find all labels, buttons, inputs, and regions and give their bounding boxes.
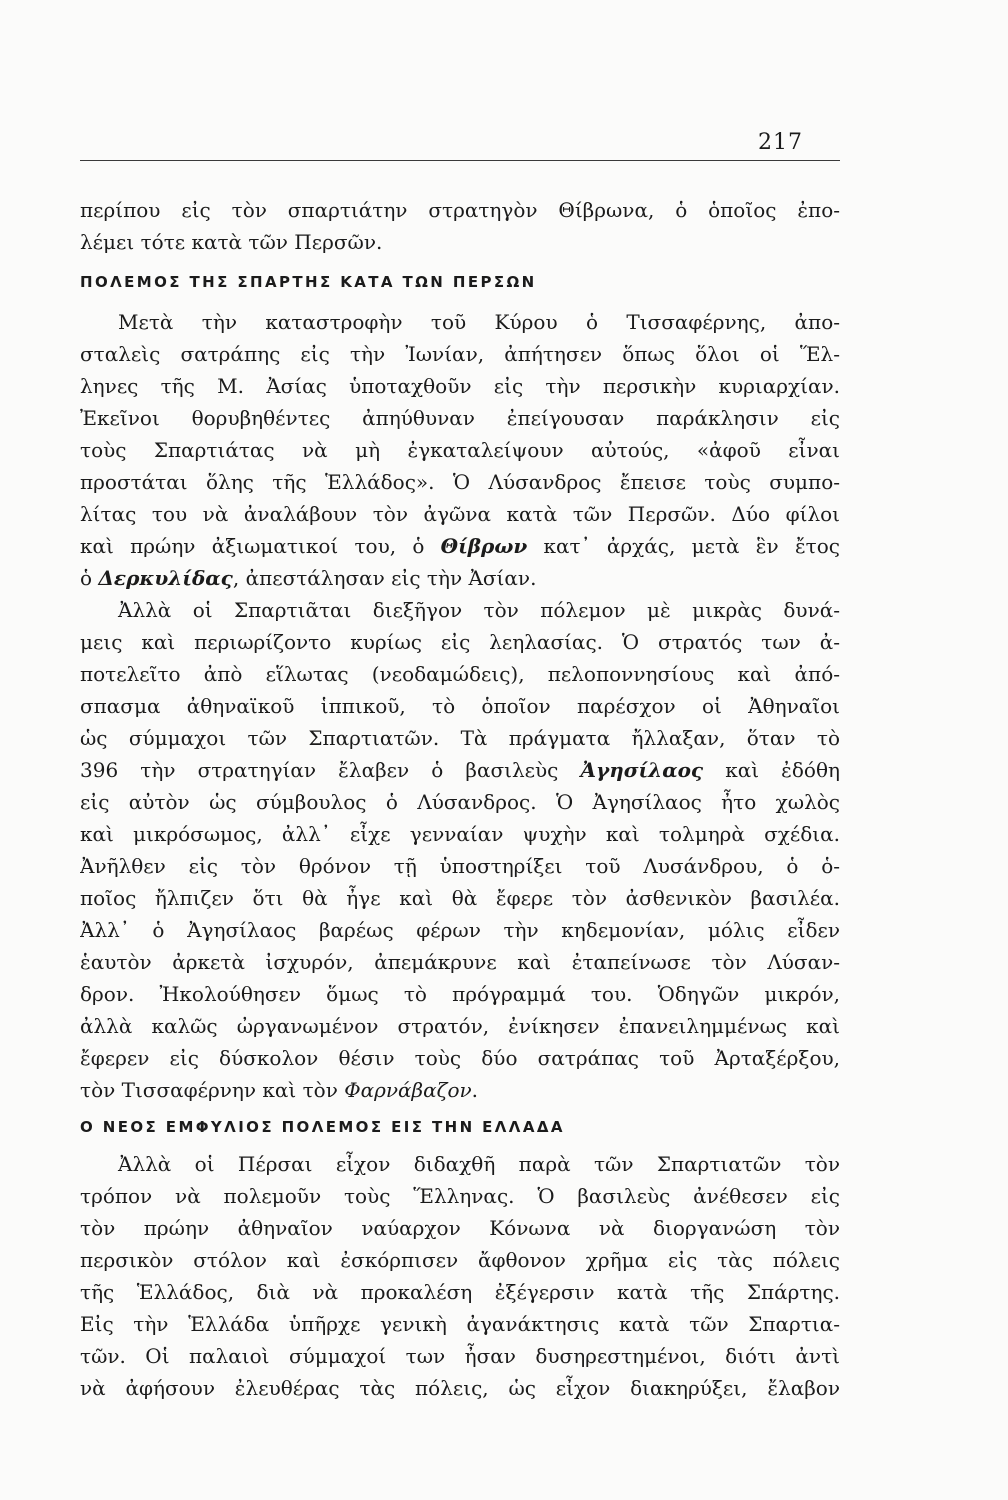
text-line	[80, 562, 840, 594]
text-run: ὡς σύμμαχοι τῶν Σπαρτιατῶν. Τὰ πράγματα ἤλλαξαν, ὅταν τὸ	[80, 726, 840, 750]
text-run: λίτας του νὰ ἀναλάβουν τὸν ἀγῶνα κατὰ τῶν Περσῶν. Δύο φίλοι	[80, 502, 840, 526]
text-line	[80, 370, 840, 402]
text-line	[80, 914, 840, 946]
section-heading: ΠΟΛΕΜΟΣ ΤΗΣ ΣΠΑΡΤΗΣ ΚΑΤΑ ΤΩΝ ΠΕΡΣΩΝ	[80, 273, 537, 291]
text-line	[80, 594, 840, 626]
text-run: νὰ ἀφήσουν ἐλευθέρας τὰς πόλεις, ὡς εἶχον διακηρύξει, ἔλαβον	[80, 1376, 840, 1400]
text-line	[80, 434, 840, 466]
text-run: καὶ μικρόσωμος, ἀλλ᾿ εἶχε γενναίαν ψυχὴν καὶ τολμηρὰ σχέδια.	[80, 822, 840, 846]
text-line	[80, 786, 840, 818]
text-line	[80, 1244, 840, 1276]
text-run: τῆς Ἑλλάδος, διὰ νὰ προκαλέση ἐξέγερσιν κατὰ τῆς Σπάρτης.	[80, 1280, 840, 1304]
text-run: σταλεὶς σατράπης εἰς τὴν Ἰωνίαν, ἀπήτησεν ὅπως ὅλοι οἱ Ἕλ-	[80, 342, 840, 366]
text-line	[80, 1074, 840, 1106]
text-line	[80, 402, 840, 434]
text-line	[80, 850, 840, 882]
text-run: μεις καὶ περιωρίζοντο κυρίως εἰς λεηλασίας. Ὁ στρατός των ἀ-	[80, 630, 840, 654]
text-run: Εἰς τὴν Ἑλλάδα ὑπῆρχε γενικὴ ἀγανάκτησις κατὰ τῶν Σπαρτια-	[80, 1312, 840, 1336]
page-number: 217	[758, 130, 803, 155]
emphasized-name: Δερκυλίδας	[98, 566, 233, 590]
text-run: ἑαυτὸν ἀρκετὰ ἰσχυρόν, ἀπεμάκρυνε καὶ ἐταπείνωσε τὸν Λύσαν-	[80, 950, 840, 974]
emphasized-name: Ἀγησίλαος	[580, 758, 704, 782]
text-run: σπασμα ἀθηναϊκοῦ ἱππικοῦ, τὸ ὁποῖον παρέσχον οἱ Ἀθηναῖοι	[80, 694, 840, 718]
text-run: τρόπον νὰ πολεμοῦν τοὺς Ἕλληνας. Ὁ βασιλεὺς ἀνέθεσεν εἰς	[80, 1184, 840, 1208]
text-run: ληνες τῆς Μ. Ἀσίας ὑποταχθοῦν εἰς τὴν περσικὴν κυριαρχίαν.	[80, 374, 840, 398]
text-run: καὶ ἐδόθη	[703, 758, 840, 782]
text-line	[80, 1340, 840, 1372]
text-line	[80, 946, 840, 978]
paragraph	[80, 306, 840, 594]
text-line	[80, 194, 840, 226]
text-run: προστάται ὅλης τῆς Ἑλλάδος». Ὁ Λύσανδρος ἔπεισε τοὺς συμπο-	[80, 470, 840, 494]
text-line	[80, 626, 840, 658]
text-run: Ἀλλὰ οἱ Σπαρτιᾶται διεξῆγον τὸν πόλεμον μὲ μικρὰς δυνά-	[118, 598, 840, 622]
text-run: ποτελεῖτο ἀπὸ εἵλωτας (νεοδαμώδεις), πελοποννησίους καὶ ἀπό-	[80, 662, 840, 686]
text-run: καὶ πρώην ἀξιωματικοί του, ὁ	[80, 534, 441, 558]
text-run: ἀλλὰ καλῶς ὠργανωμένον στρατόν, ἐνίκησεν ἐπανειλημμένως καὶ	[80, 1014, 840, 1038]
text-line	[80, 1308, 840, 1340]
text-run: τῶν. Οἱ παλαιοὶ σύμμαχοί των ἦσαν δυσηρεστημένοι, διότι ἀντὶ	[80, 1344, 840, 1368]
text-line	[80, 690, 840, 722]
text-line	[80, 1042, 840, 1074]
text-line	[80, 530, 840, 562]
paragraph	[80, 1148, 840, 1404]
emphasized-name: Θίβρων	[440, 534, 528, 558]
text-run: τὸν Τισσαφέρνην καὶ τὸν	[80, 1078, 345, 1102]
text-line	[80, 978, 840, 1010]
text-line	[80, 1180, 840, 1212]
text-line	[80, 722, 840, 754]
text-line	[80, 1372, 840, 1404]
paragraph	[80, 194, 840, 258]
text-line	[80, 306, 840, 338]
text-line	[80, 498, 840, 530]
text-run: ποῖος ἤλπιζεν ὅτι θὰ ἦγε καὶ θὰ ἔφερε τὸν ἀσθενικὸν βασιλέα.	[80, 886, 840, 910]
text-run: , ἀπεστάλησαν εἰς τὴν Ἀσίαν.	[232, 566, 537, 590]
paragraph	[80, 594, 840, 1106]
text-run: Μετὰ τὴν καταστροφὴν τοῦ Κύρου ὁ Τισσαφέρνης, ἀπο-	[118, 310, 840, 334]
text-line	[80, 466, 840, 498]
text-run: δρον. Ἠκολούθησεν ὅμως τὸ πρόγραμμά του. Ὁδηγῶν μικρόν,	[80, 982, 840, 1006]
text-run: τοὺς Σπαρτιάτας νὰ μὴ ἐγκαταλείψουν αὐτούς, «ἀφοῦ εἶναι	[80, 438, 840, 462]
text-line	[80, 1010, 840, 1042]
text-line	[80, 754, 840, 786]
text-line	[80, 882, 840, 914]
italic-name: Φαρνάβαζον	[344, 1078, 472, 1102]
text-run: 396 τὴν στρατηγίαν ἔλαβεν ὁ βασιλεὺς	[80, 758, 581, 782]
text-line	[80, 658, 840, 690]
text-run: Ἀνῆλθεν εἰς τὸν θρόνον τῇ ὑποστηρίξει τοῦ Λυσάνδρου, ὁ ὁ-	[80, 854, 840, 878]
text-run: Ἐκεῖνοι θορυβηθέντες ἀπηύθυναν ἐπείγουσαν παράκλησιν εἰς	[80, 406, 840, 430]
text-run: ἔφερεν εἰς δύσκολον θέσιν τοὺς δύο σατράπας τοῦ Ἀρταξέρξου,	[80, 1046, 840, 1070]
text-run: .	[471, 1078, 479, 1102]
text-run: ὁ	[80, 566, 99, 590]
text-column	[80, 194, 840, 1404]
text-run: περίπου εἰς τὸν σπαρτιάτην στρατηγὸν Θίβρωνα, ὁ ὁποῖος ἐπο-	[80, 198, 840, 222]
text-line	[80, 818, 840, 850]
text-run: Ἀλλὰ οἱ Πέρσαι εἶχον διδαχθῆ παρὰ τῶν Σπαρτιατῶν τὸν	[118, 1152, 840, 1176]
text-line	[80, 226, 840, 258]
text-run: λέμει τότε κατὰ τῶν Περσῶν.	[80, 230, 383, 254]
text-line	[80, 1148, 840, 1180]
text-run: κατ᾿ ἀρχάς, μετὰ ἓν ἔτος	[527, 534, 840, 558]
text-run: περσικὸν στόλον καὶ ἐσκόρπισεν ἄφθονον χρῆμα εἰς τὰς πόλεις	[80, 1248, 840, 1272]
text-line	[80, 1212, 840, 1244]
section-heading: Ο ΝΕΟΣ ΕΜΦΥΛΙΟΣ ΠΟΛΕΜΟΣ ΕΙΣ ΤΗΝ ΕΛΛΑΔΑ	[80, 1118, 565, 1136]
text-line	[80, 338, 840, 370]
text-run: τὸν πρώην ἀθηναῖον ναύαρχον Κόνωνα νὰ διοργανώση τὸν	[80, 1216, 840, 1240]
text-run: εἰς αὐτὸν ὡς σύμβουλος ὁ Λύσανδρος. Ὁ Ἀγησίλαος ἦτο χωλὸς	[80, 790, 840, 814]
text-line	[80, 1276, 840, 1308]
header-rule	[80, 160, 840, 161]
text-run: Ἀλλ᾿ ὁ Ἀγησίλαος βαρέως φέρων τὴν κηδεμονίαν, μόλις εἶδεν	[80, 918, 840, 942]
